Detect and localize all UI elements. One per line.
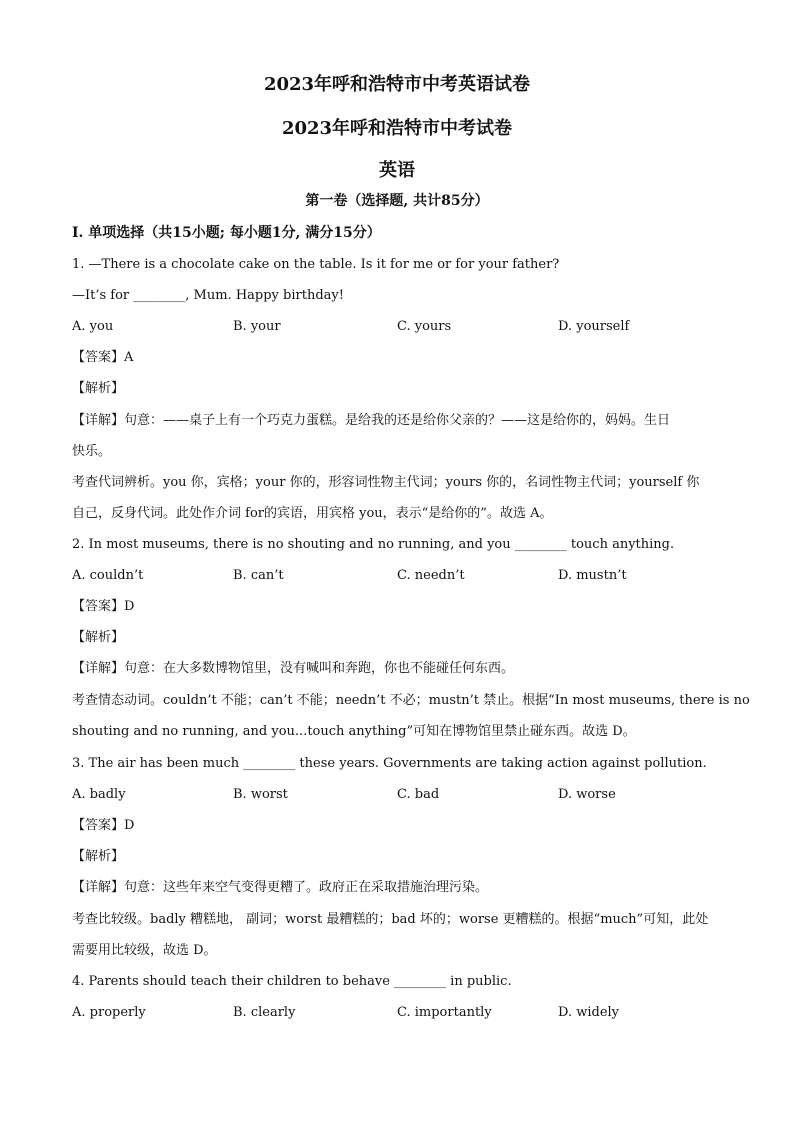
question-2-stem: 2. In most museums, there is no shouting and no running, and you ________ touch anything.	[72, 537, 675, 552]
question-4-stem: 4. Parents should teach their children to behave ________ in public.	[72, 974, 512, 989]
q3-explanation: 考查比较级。badly 糟糕地， 副词；worst 最糟糕的；bad 坏的；worse 更糟糕的。根据“much”可知，此处	[72, 912, 709, 927]
q2-option-a: A. couldn’t	[72, 568, 144, 583]
question-3-stem: 3. The air has been much ________ these years. Governments are taking action against pollution.	[72, 756, 707, 771]
q1-option-d: D. yourself	[558, 319, 630, 334]
q1-option-b: B. your	[233, 319, 281, 334]
section-heading: I. 单项选择（共15小题; 每小题1分, 满分15分）	[72, 225, 381, 241]
q4-option-c: C. importantly	[397, 1005, 492, 1020]
q1-answer: 【答案】A	[72, 350, 134, 365]
q1-detail: 【详解】句意：——桌子上有一个巧克力蛋糕。是给我的还是给你父亲的？——这是给你的，妈妈。生日	[72, 413, 671, 428]
exam-title: 2023年呼和浩特市中考英语试卷	[263, 74, 531, 95]
question-1-stem-2: —It’s for ________, Mum. Happy birthday!	[72, 288, 344, 303]
q2-answer: 【答案】D	[72, 599, 135, 614]
q1-option-c: C. yours	[397, 319, 452, 334]
exam-subtitle: 2023年呼和浩特市中考试卷	[281, 118, 513, 139]
part-heading: 第一卷（选择题, 共计85分）	[305, 193, 489, 209]
q2-option-d: D. mustn’t	[558, 568, 627, 583]
question-1-stem: 1. —There is a chocolate cake on the table. Is it for me or for your father?	[72, 257, 560, 272]
q2-option-b: B. can’t	[233, 568, 284, 583]
q2-explanation: 考查情态动词。couldn’t 不能；can’t 不能；needn’t 不必；mustn’t 禁止。根据“In most museums, there is no	[72, 693, 750, 708]
q3-explanation-2: 需要用比较级，故选 D。	[72, 943, 217, 958]
q1-detail-2: 快乐。	[72, 444, 112, 459]
q2-explanation-2: shouting and no running, and you...touch anything”可知在博物馆里禁止碰东西。故选 D。	[72, 724, 636, 739]
q2-option-c: C. needn’t	[397, 568, 465, 583]
q1-option-a: A. you	[72, 319, 114, 334]
q3-option-c: C. bad	[397, 787, 440, 802]
subject-heading: 英语	[379, 160, 415, 181]
q3-answer: 【答案】D	[72, 818, 135, 833]
q1-explanation: 考查代词辨析。you 你，宾格；your 你的，形容词性物主代词；yours 你的，名词性物主代词；yourself 你	[72, 475, 700, 490]
q2-detail: 【详解】句意：在大多数博物馆里，没有喊叫和奔跑，你也不能碰任何东西。	[72, 661, 515, 676]
q4-option-b: B. clearly	[233, 1005, 296, 1020]
q1-analysis-label: 【解析】	[72, 381, 125, 396]
q4-option-d: D. widely	[558, 1005, 620, 1020]
q3-option-a: A. badly	[72, 787, 126, 802]
q2-analysis-label: 【解析】	[72, 630, 125, 645]
q3-analysis-label: 【解析】	[72, 849, 125, 864]
q4-option-a: A. properly	[72, 1005, 146, 1020]
q3-detail: 【详解】句意：这些年来空气变得更糟了。政府正在采取措施治理污染。	[72, 880, 489, 895]
q3-option-b: B. worst	[233, 787, 288, 802]
q1-explanation-2: 自己，反身代词。此处作介词 for的宾语，用宾格 you，表示“是给你的”。故选 A。	[72, 506, 553, 521]
q3-option-d: D. worse	[558, 787, 616, 802]
